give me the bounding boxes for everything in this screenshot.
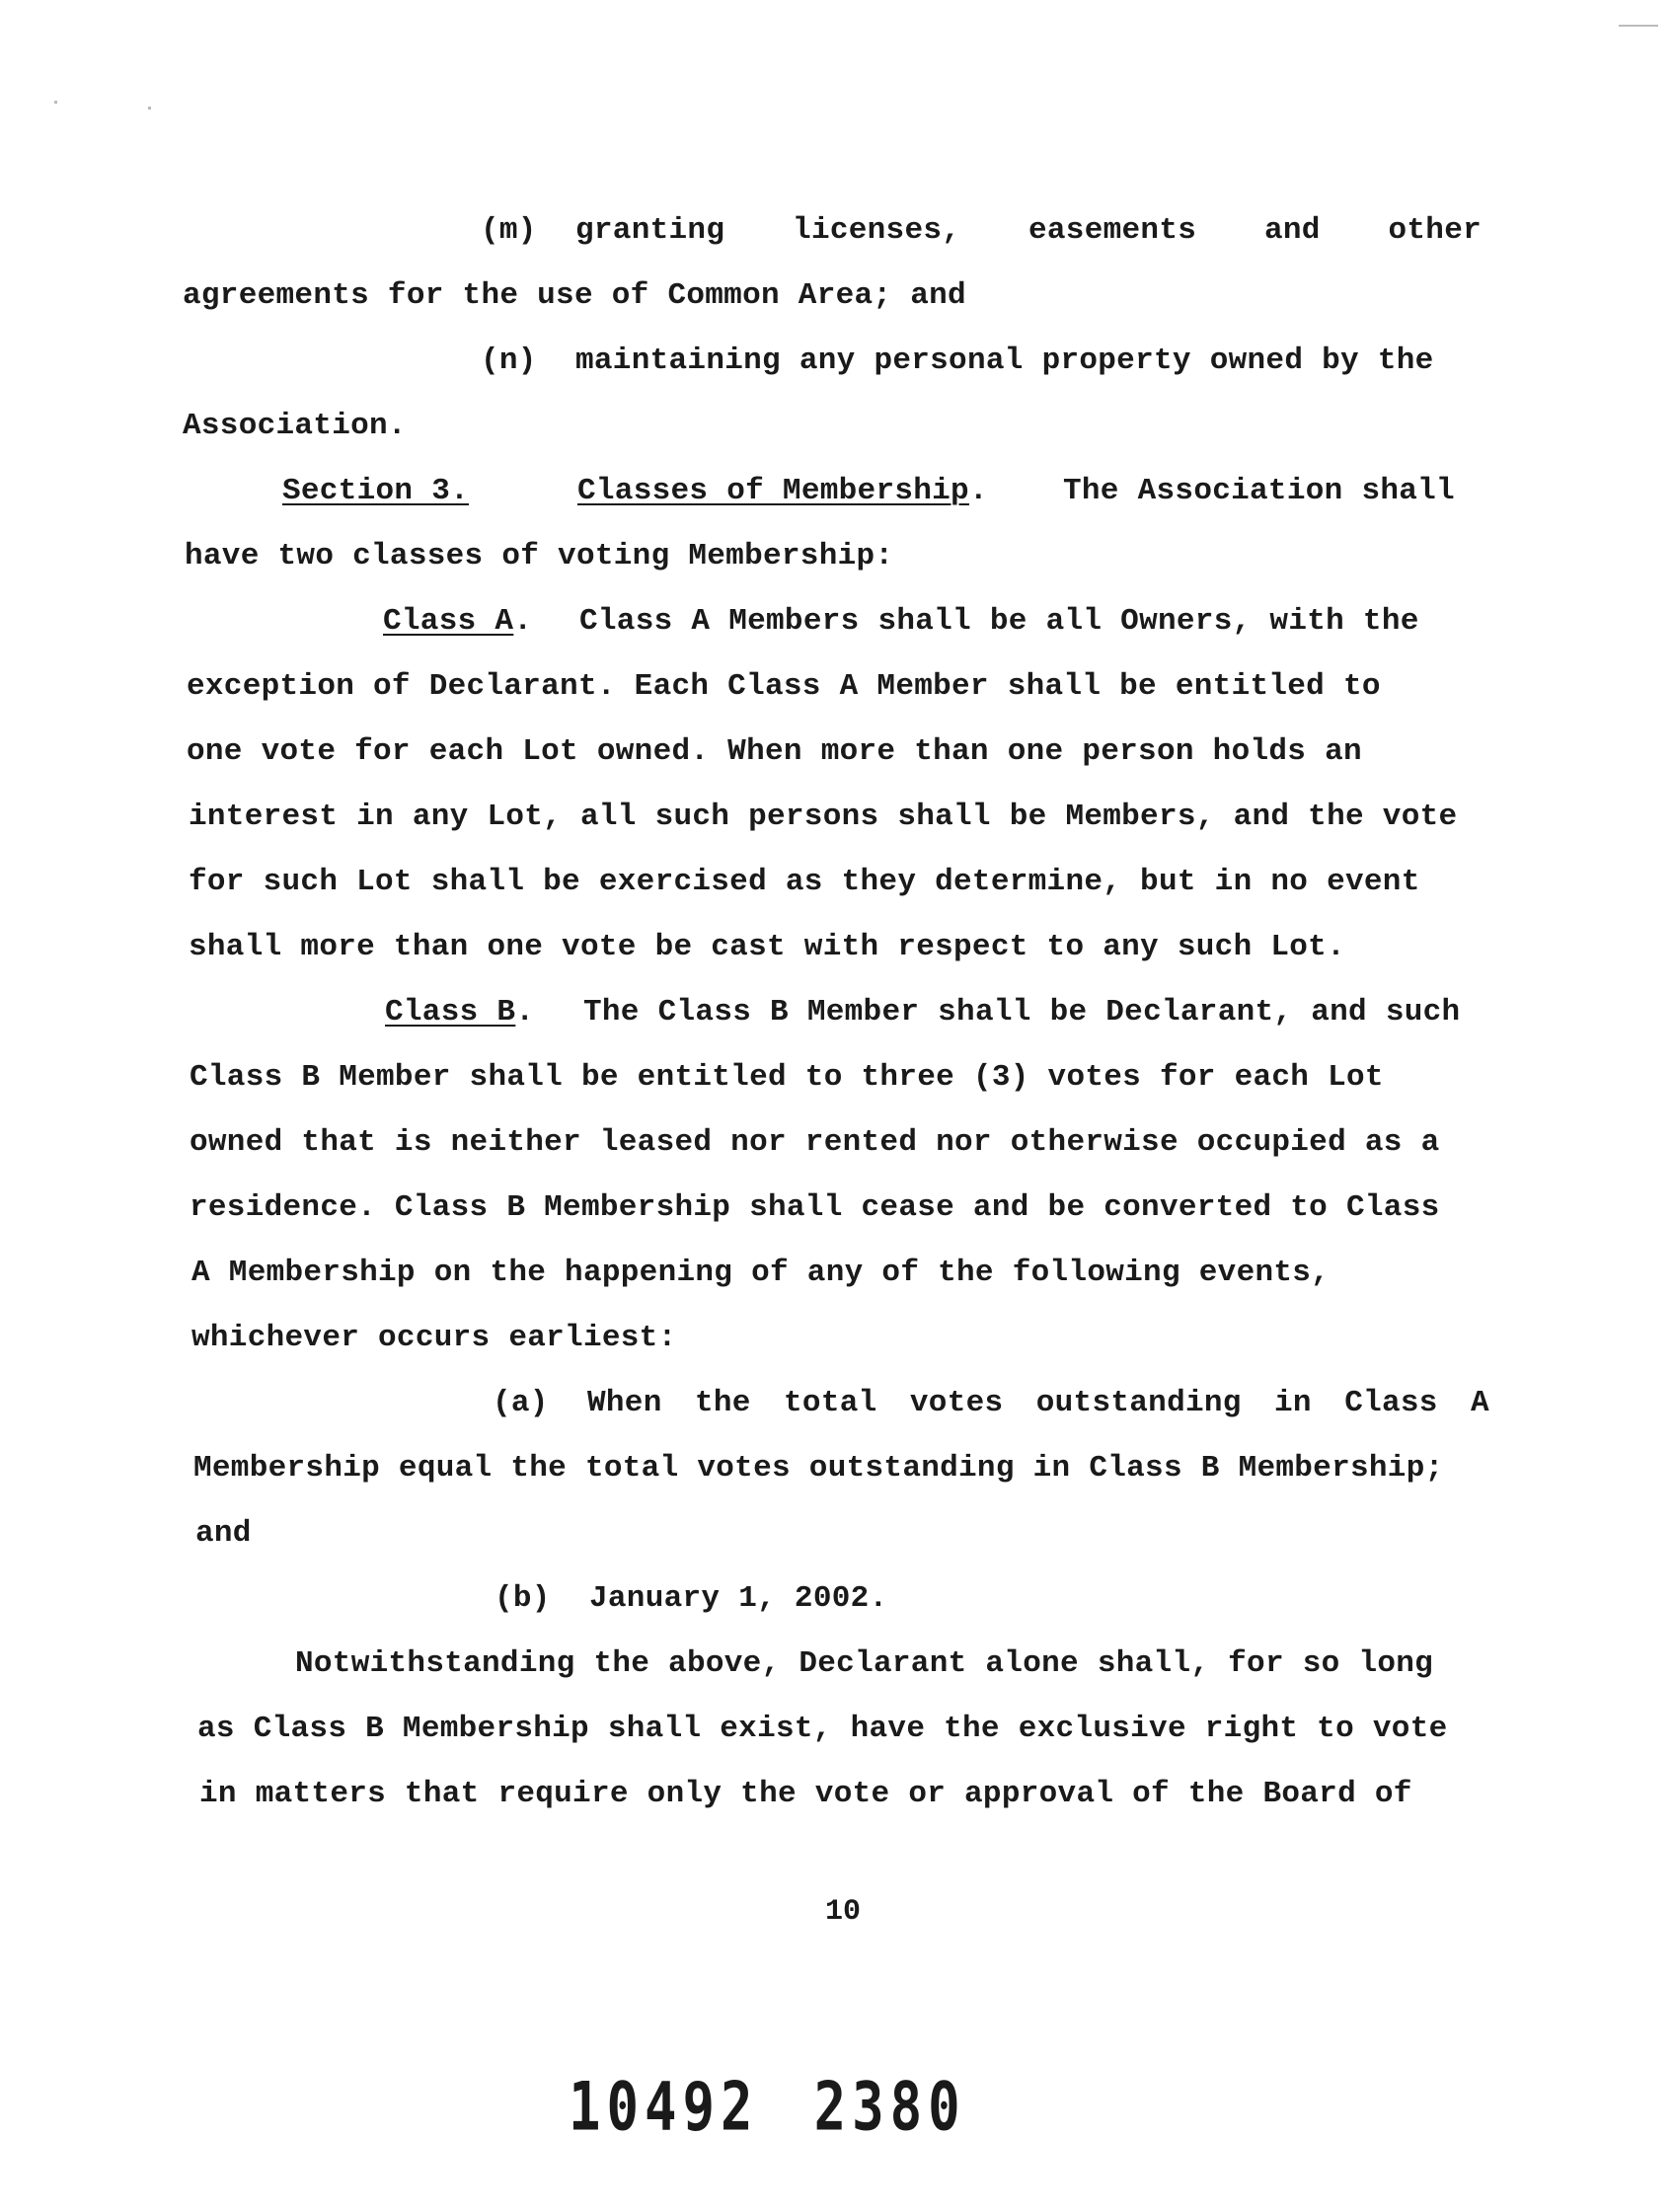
class-a-line-1: Class A Members shall be all Owners, with the: [579, 604, 1419, 639]
class-a-heading: [383, 604, 532, 639]
class-a-line: shall more than one vote be cast with respect to any such Lot.: [189, 930, 1345, 964]
word: granting: [575, 213, 725, 248]
section-3-title-text: Classes of Membership: [577, 474, 969, 508]
section-3-heading: Section 3.: [282, 474, 470, 508]
item-m-label: (m): [481, 213, 537, 248]
class-b-line: residence. Class B Membership shall cease and be converted to Class: [190, 1190, 1440, 1225]
section-3-lead: The Association shall: [1063, 474, 1455, 508]
word: Class: [1344, 1386, 1438, 1420]
word: the: [694, 1386, 751, 1420]
class-b-line-1: The Class B Member shall be Declarant, and such: [583, 995, 1461, 1030]
item-a-line: Membership equal the total votes outstanding in Class B Membership;: [193, 1451, 1444, 1486]
word: outstanding: [1035, 1386, 1242, 1420]
class-a-line: exception of Declarant. Each Class A Member shall be entitled to: [187, 669, 1381, 704]
word: in: [1274, 1386, 1312, 1420]
word: easements: [1028, 213, 1197, 248]
class-a-heading-punct: .: [513, 604, 533, 639]
item-b-label: (b): [495, 1581, 551, 1616]
closing-line: as Class B Membership shall exist, have the exclusive right to vote: [197, 1712, 1448, 1746]
class-b-line: Class B Member shall be entitled to three (3) votes for each Lot: [190, 1060, 1384, 1095]
item-n-text: maintaining any personal property owned by the: [575, 343, 1434, 378]
word: and: [1263, 213, 1321, 248]
section-3-title-punct: .: [968, 474, 988, 508]
closing-line: Notwithstanding the above, Declarant alone shall, for so long: [295, 1646, 1434, 1681]
word: A: [1471, 1386, 1489, 1420]
item-a-label: (a): [493, 1386, 549, 1420]
class-b-line: A Membership on the happening of any of the following events,: [191, 1256, 1331, 1290]
item-m-continuation: agreements for the use of Common Area; and: [183, 278, 966, 313]
item-a-line-1: [587, 1386, 1489, 1420]
scan-speck: [148, 107, 151, 110]
class-b-heading-punct: .: [515, 995, 535, 1030]
item-n-continuation: Association.: [183, 409, 407, 443]
closing-line: in matters that require only the vote or approval of the Board of: [199, 1777, 1412, 1811]
scan-speck: [1619, 25, 1658, 27]
class-b-line: owned that is neither leased nor rented nor otherwise occupied as a: [190, 1125, 1440, 1160]
section-3-title: [577, 474, 988, 508]
word: total: [784, 1386, 877, 1420]
class-b-heading: [385, 995, 534, 1030]
word: When: [587, 1386, 662, 1420]
stamp-book-number: 10492: [569, 2068, 759, 2146]
word: other: [1388, 213, 1482, 248]
class-a-line: one vote for each Lot owned. When more than one person holds an: [187, 734, 1362, 769]
stamp-page-number: 2380: [813, 2068, 966, 2146]
item-n-label: (n): [481, 343, 537, 378]
item-b-text: January 1, 2002.: [589, 1581, 888, 1616]
class-b-heading-text: Class B: [385, 995, 516, 1030]
word: licenses,: [793, 213, 961, 248]
page-number: 10: [825, 1895, 862, 1929]
item-m-line-1: [575, 213, 1482, 248]
class-a-line: interest in any Lot, all such persons shall be Members, and the vote: [189, 800, 1458, 834]
class-b-line: whichever occurs earliest:: [191, 1321, 677, 1355]
section-3-continuation: have two classes of voting Membership:: [185, 539, 894, 573]
recording-stamp: [569, 2068, 966, 2146]
item-a-line: and: [195, 1516, 252, 1551]
class-a-heading-text: Class A: [383, 604, 514, 639]
scan-speck: [54, 101, 57, 104]
class-a-line: for such Lot shall be exercised as they determine, but in no event: [189, 865, 1420, 899]
word: votes: [909, 1386, 1004, 1420]
